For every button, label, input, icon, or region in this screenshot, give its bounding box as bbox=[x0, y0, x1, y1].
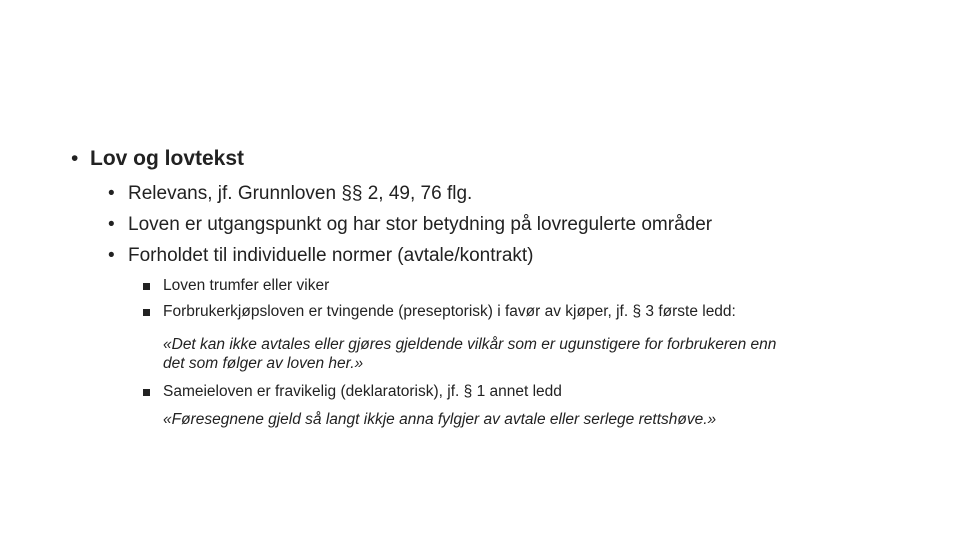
square-bullet-text: Sameieloven er fravikelig (deklaratorisk), jf. § 1 annet ledd bbox=[163, 383, 562, 400]
quote-line: «Føresegnene gjeld så langt ikkje anna fylgjer av avtale eller serlege rettshøve.» bbox=[163, 411, 717, 428]
sub-bullet-text: Loven er utgangspunkt og har stor betydning på lovregulerte områder bbox=[128, 214, 713, 235]
square-bullet-icon bbox=[143, 389, 150, 396]
square-bullet-text: Loven trumfer eller viker bbox=[163, 277, 330, 294]
bullet-icon: • bbox=[108, 245, 115, 266]
square-bullet-item bbox=[143, 303, 736, 321]
sub-bullet-text: Forholdet til individuelle normer (avtale/kontrakt) bbox=[128, 245, 534, 266]
sub-bullet-item bbox=[108, 183, 472, 205]
law-quote bbox=[163, 335, 776, 373]
heading-text: Lov og lovtekst bbox=[90, 147, 245, 170]
square-bullet-text: Forbrukerkjøpsloven er tvingende (preseptorisk) i favør av kjøper, jf. § 3 første ledd: bbox=[163, 303, 736, 320]
square-bullet-icon bbox=[143, 309, 150, 316]
sub-bullet-item bbox=[108, 214, 712, 236]
bullet-icon: • bbox=[108, 214, 115, 235]
square-bullet-icon bbox=[143, 283, 150, 290]
square-bullet-item bbox=[143, 277, 329, 295]
quote-line: «Det kan ikke avtales eller gjøres gjeldende vilkår som er ugunstigere for forbrukeren enn bbox=[163, 336, 777, 353]
quote-line: det som følger av loven her.» bbox=[163, 355, 364, 372]
bullet-icon: • bbox=[108, 183, 115, 204]
heading-bullet-item bbox=[71, 147, 244, 171]
bullet-icon: • bbox=[71, 147, 79, 170]
law-quote bbox=[163, 410, 716, 429]
sub-bullet-text: Relevans, jf. Grunnloven §§ 2, 49, 76 flg. bbox=[128, 183, 473, 204]
square-bullet-item bbox=[143, 383, 562, 401]
sub-bullet-item bbox=[108, 245, 534, 267]
